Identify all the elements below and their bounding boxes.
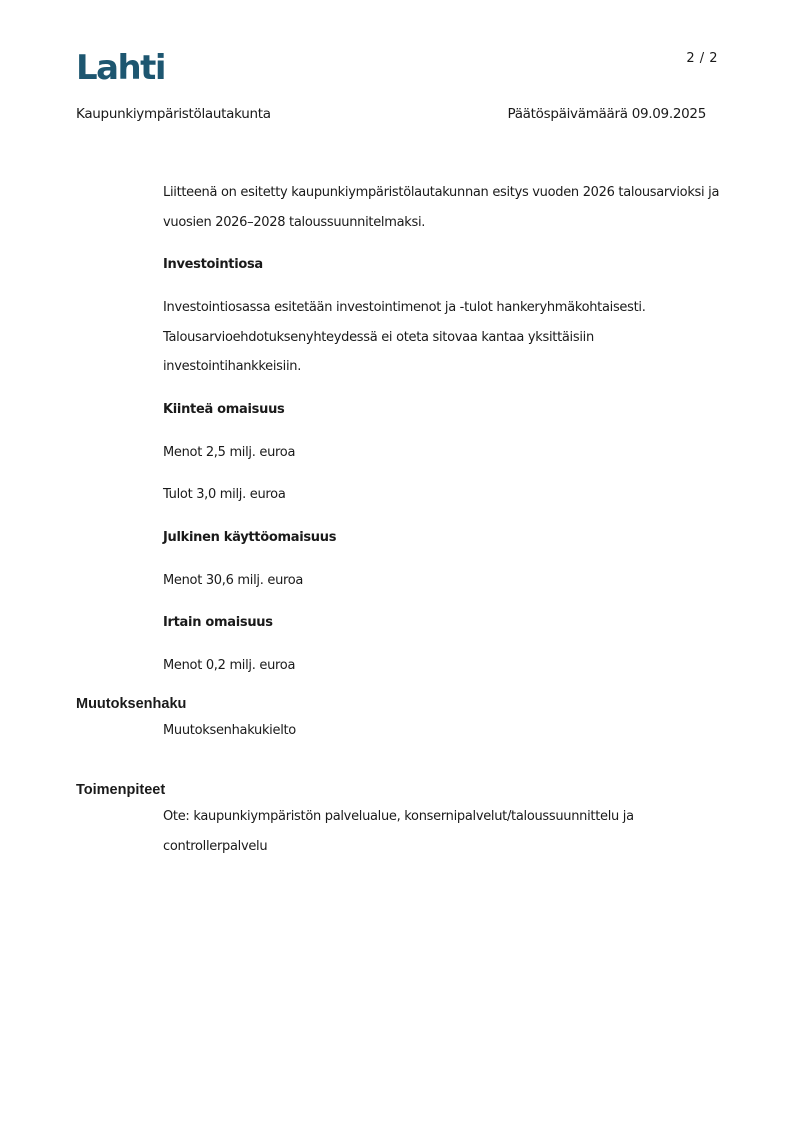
actions-heading: Toimenpiteet <box>76 782 166 798</box>
investment-paragraph: Investointiosassa esitetään investointimenot ja -tulot hankeryhmäkohtaisesti. Talousarvioehdotuksenyhteydessä ei oteta sitovaa kantaa yksittäisiin investointihankkeisiin. <box>163 300 646 374</box>
public-assets-heading: Julkinen käyttöomaisuus <box>163 529 337 545</box>
movable-property-heading: Irtain omaisuus <box>163 615 273 630</box>
fixed-property-heading: Kiinteä omaisuus <box>163 401 285 417</box>
svg-text:Lahti: Lahti <box>76 49 165 81</box>
actions-text: Ote: kaupunkiympäristön palvelualue, konsernipalvelut/taloussuunnittelu ja controllerpalvelu <box>163 809 634 854</box>
fixed-property-expenses: Menot 2,5 milj. euroa <box>163 444 296 460</box>
investment-heading: Investointiosa <box>163 257 263 272</box>
decision-date: Päätöspäivämäärä 09.09.2025 <box>507 106 706 122</box>
intro-paragraph: Liitteenä on esitetty kaupunkiympäristölautakunnan esitys vuoden 2026 talousarvioksi ja vuosien 2026–2028 taloussuunnitelmaksi. <box>163 185 720 230</box>
appeal-text: Muutoksenhakukielto <box>163 723 296 738</box>
decision-body <box>163 178 723 694</box>
appeal-heading: Muutoksenhaku <box>76 696 187 712</box>
movable-property-expenses: Menot 0,2 milj. euroa <box>163 658 296 673</box>
organization-name: Kaupunkiympäristölautakunta <box>76 106 271 122</box>
page-number: 2 / 2 <box>686 51 718 66</box>
public-assets-expenses: Menot 30,6 milj. euroa <box>163 572 304 588</box>
lahti-logo <box>76 49 166 85</box>
fixed-property-income: Tulot 3,0 milj. euroa <box>163 487 286 502</box>
